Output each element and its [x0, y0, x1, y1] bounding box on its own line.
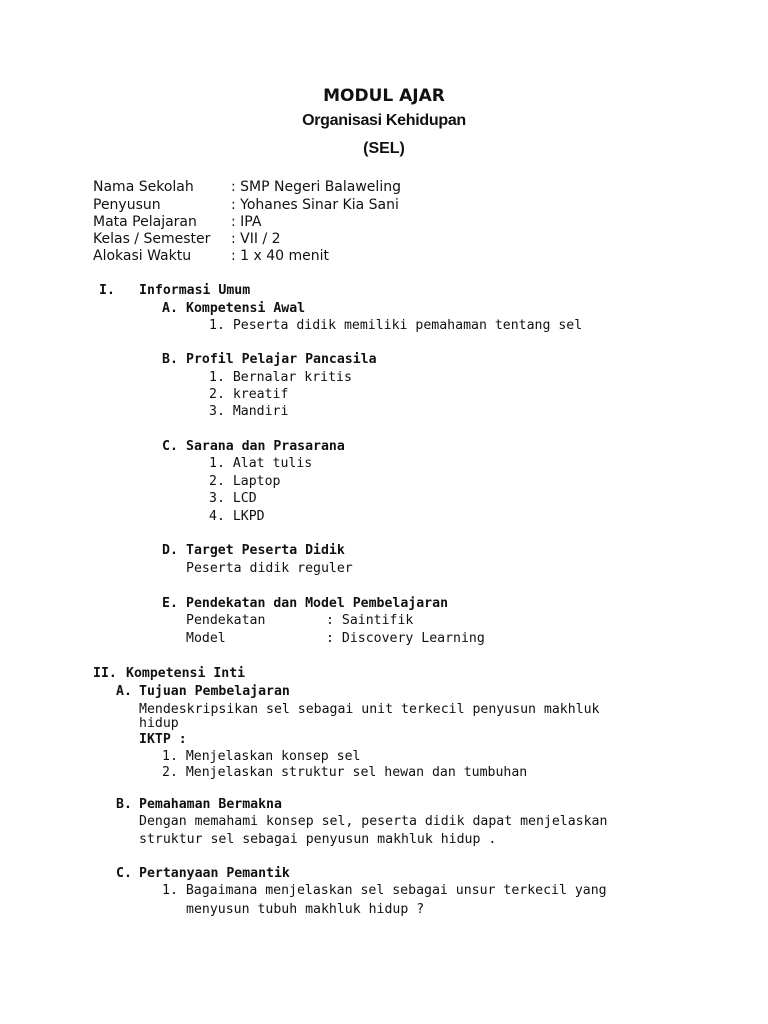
- info-value-time: : 1 x 40 menit: [231, 248, 330, 264]
- info-label-school: Nama Sekolah: [93, 179, 194, 195]
- info-label-class: Kelas / Semester: [93, 231, 211, 247]
- paragraph: Mendeskripsikan sel sebagai unit terkecil penyusun makhluk: [139, 702, 600, 717]
- page-subtitle-topic: (SEL): [363, 140, 405, 157]
- subsection-letter: A.: [162, 301, 178, 316]
- info-label-author: Penyusun: [93, 197, 161, 213]
- list-item: 2. Laptop: [209, 474, 281, 489]
- subsection-letter: A.: [116, 684, 132, 699]
- info-value-subject: : IPA: [231, 214, 262, 230]
- subsection-title: Profil Pelajar Pancasila: [186, 352, 377, 367]
- list-item: 4. LKPD: [209, 509, 265, 524]
- list-item: 1. Bagaimana menjelaskan sel sebagai unsur terkecil yang: [162, 883, 607, 898]
- subsection-title: Kompetensi Awal: [186, 301, 306, 316]
- subsection-letter: C.: [162, 439, 178, 454]
- info-value-school: : SMP Negeri Balaweling: [231, 179, 401, 195]
- subsection-letter: B.: [162, 352, 178, 367]
- section-numeral: II.: [93, 666, 117, 681]
- paragraph: Peserta didik reguler: [186, 561, 353, 576]
- subsection-title: Target Peserta Didik: [186, 543, 345, 558]
- subsection-title: Pemahaman Bermakna: [139, 797, 282, 812]
- subsection-title: Pertanyaan Pemantik: [139, 866, 290, 881]
- list-item: 2. Menjelaskan struktur sel hewan dan tumbuhan: [162, 765, 528, 780]
- info-label-subject: Mata Pelajaran: [93, 214, 197, 230]
- list-item: 1. Bernalar kritis: [209, 370, 352, 385]
- subsection-title: Pendekatan dan Model Pembelajaran: [186, 596, 449, 611]
- subsection-title: Sarana dan Prasarana: [186, 439, 345, 454]
- model-value: : Discovery Learning: [326, 631, 485, 646]
- subsection-letter: C.: [116, 866, 132, 881]
- page-title: MODUL AJAR: [323, 86, 445, 106]
- section-numeral: I.: [99, 283, 115, 298]
- page-subtitle: Organisasi Kehidupan: [302, 112, 466, 129]
- subsection-letter: D.: [162, 543, 178, 558]
- approach-value: : Saintifik: [326, 613, 414, 628]
- info-value-author: : Yohanes Sinar Kia Sani: [231, 197, 399, 213]
- list-item: 2. kreatif: [209, 387, 289, 402]
- list-item: 1. Alat tulis: [209, 456, 313, 471]
- paragraph: struktur sel sebagai penyusun makhluk hidup .: [139, 832, 497, 847]
- list-item-continuation: menyusun tubuh makhluk hidup ?: [186, 902, 425, 917]
- subsection-letter: B.: [116, 797, 132, 812]
- section-title: Informasi Umum: [139, 283, 251, 298]
- info-value-class: : VII / 2: [231, 231, 281, 247]
- model-label: Model: [186, 631, 226, 646]
- subsection-letter: E.: [162, 596, 178, 611]
- subsection-title: Tujuan Pembelajaran: [139, 684, 290, 699]
- list-item: 1. Peserta didik memiliki pemahaman tentang sel: [209, 318, 583, 333]
- list-item: 1. Menjelaskan konsep sel: [162, 749, 361, 764]
- section-title: Kompetensi Inti: [126, 666, 246, 681]
- list-item: 3. LCD: [209, 491, 257, 506]
- approach-label: Pendekatan: [186, 613, 266, 628]
- iktp-label: IKTP :: [139, 732, 187, 747]
- paragraph: hidup: [139, 716, 179, 731]
- list-item: 3. Mandiri: [209, 404, 289, 419]
- info-label-time: Alokasi Waktu: [93, 248, 192, 264]
- paragraph: Dengan memahami konsep sel, peserta didik dapat menjelaskan: [139, 814, 608, 829]
